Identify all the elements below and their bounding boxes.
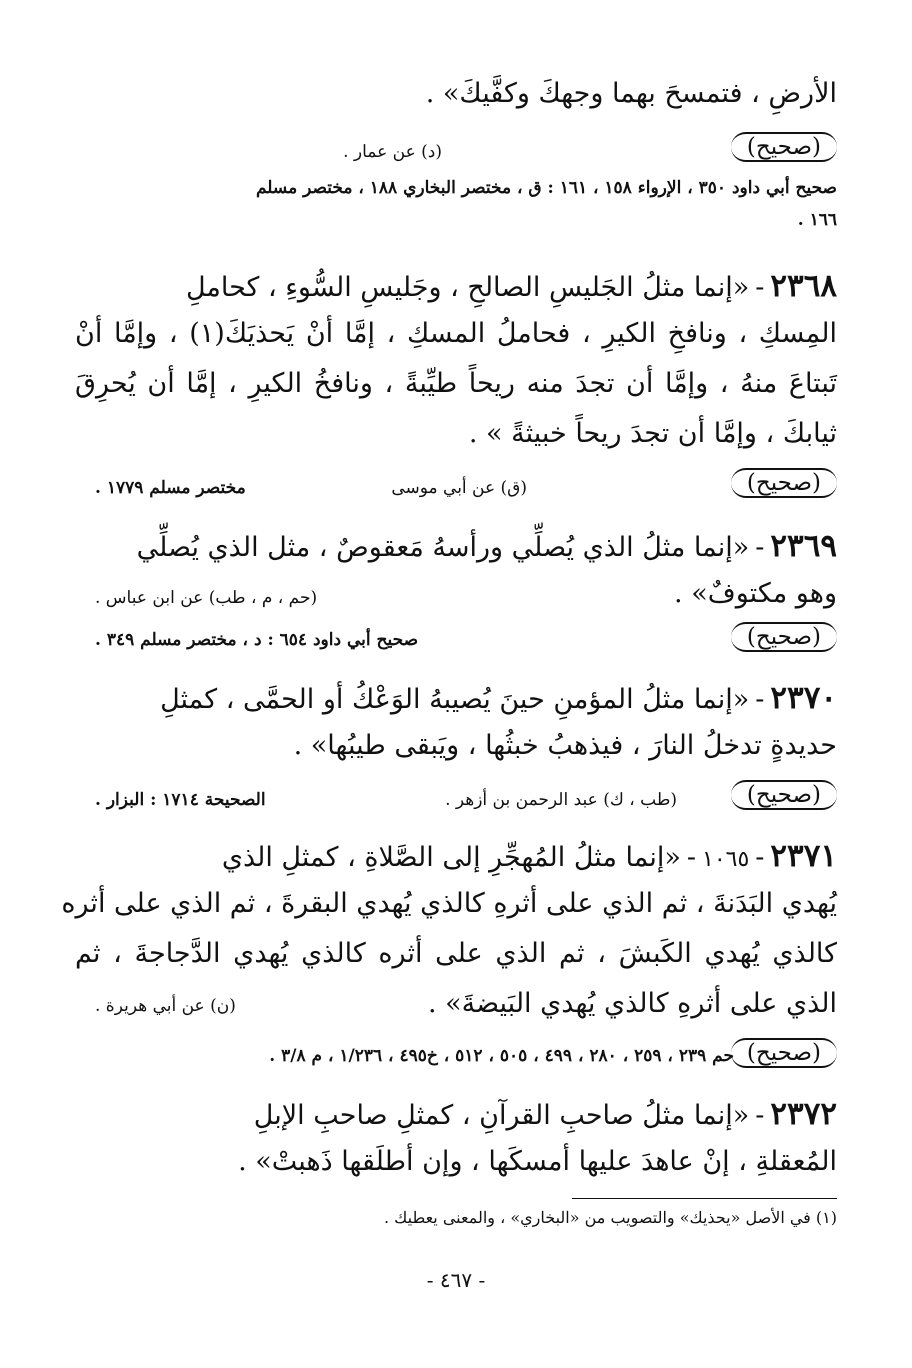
grade-badge: ( صحيح ) [731,782,837,808]
hadith-2369-line-2: وهو مكتوفٌ» . [674,578,837,609]
hadith-2370-line-2: حديدةٍ تدخلُ النارَ ، فيذهبُ خبثُها ، ويَبقى طيبُها» . [293,730,837,761]
hadith-2368-line-1: ٢٣٦٨ - «إنما مثلُ الجَليسِ الصالحِ ، وجَليسِ السُّوءِ ، كحاملِ [185,268,837,304]
hadith-number: ٢٣٧١ [770,838,837,874]
hadith-2369-line-1: ٢٣٦٩ - «إنما مثلُ الذي يُصلِّي ورأسهُ مَعقوصٌ ، مثل الذي يُصلِّي [136,528,837,564]
footnote: (١) في الأصل «يحذيك» والتصويب من «البخاري» ، والمعنى يعطيك . [383,1208,837,1227]
hadith-2371-line-2: يُهدي البَدَنةَ ، ثم الذي على أثرهِ كالذي يُهدي البقرةَ ، ثم الذي على أثره [61,888,837,919]
narrator-text: (ق) عن أبي موسى [391,478,527,498]
footnote-divider [572,1198,837,1199]
hadith-2368-line-4: ثيابكَ ، وإمَّا أن تجدَ ريحاً خبيثةً » . [468,418,837,449]
hadith-2372-line-2: المُعقلةِ ، إنْ عاهدَ عليها أمسكَها ، وإن أطلَقها ذَهبتْ» . [238,1146,837,1177]
reference-line: الصحيحة ١٧١٤ : البزار . [95,790,266,810]
hadith-2372-line-1: ٢٣٧٢ - «إنما مثلُ صاحبِ القرآنِ ، كمثلِ صاحبِ الإبلِ [253,1096,837,1132]
hadith-2371-line-1: ٢٣٧١ - ١٠٦٥ - «إنما مثلُ المُهجِّرِ إلى الصَّلاةِ ، كمثلِ الذي [221,838,837,874]
page-number: - ٤٦٧ - [426,1268,486,1292]
narrator-text: (ن) عن أبي هريرة . [95,996,236,1016]
reference-line: صحيح أبي داود ٦٥٤ : د ، مختصر مسلم ٣٤٩ . [95,630,419,650]
hadith-2368-line-2: المِسكِ ، ونافخِ الكيرِ ، فحاملُ المسكِ ، إمَّا أنْ يَحذيَكَ(١) ، وإمَّا أنْ [75,318,837,349]
hadith-2368-line-3: تَبتاعَ منهُ ، وإمَّا أن تجدَ منه ريحاً طيِّبةً ، ونافخُ الكيرِ ، إمَّا أن يُحرِقَ [75,368,837,399]
hadith-number: ٢٣٦٨ [770,268,837,304]
narrator-text: (حم ، م ، طب) عن ابن عباس . [95,588,318,608]
reference-line: حم ٢٣٩ ، ٢٥٩ ، ٢٨٠ ، ٤٩٩ ، ٥٠٥ ، ٥١٢ ، خ٤٩٥ ، ١/٢٣٦ ، م ٣/٨ . [269,1046,734,1066]
hadith-number: ٢٣٧٢ [770,1096,837,1132]
grade-badge: ( صحيح ) [731,1040,837,1066]
reference-line: صحيح أبي داود ٣٥٠ ، الإرواء ١٥٨ ، ١٦١ : ق ، مختصر البخاري ١٨٨ ، مختصر مسلم [255,178,837,198]
hadith-2371-line-4: الذي على أثرهِ كالذي يُهدي البَيضةَ» . [427,988,837,1019]
narrator-text: (طب ، ك) عبد الرحمن بن أزهر . [445,790,677,810]
hadith-secondary-number: ١٠٦٥ [702,847,750,872]
hadith-number: ٢٣٧٠ [770,680,837,716]
reference-line: مختصر مسلم ١٧٧٩ . [95,478,246,498]
intro-line: الأرضِ ، فتمسحَ بهما وجهكَ وكفَّيكَ» . [425,78,837,109]
grade-badge: ( صحيح ) [731,470,837,496]
hadith-number: ٢٣٦٩ [770,528,837,564]
narrator-text: (د) عن عمار . [343,142,442,162]
hadith-2370-line-1: ٢٣٧٠ - «إنما مثلُ المؤمنِ حينَ يُصيبهُ الوَعْكُ أو الحمَّى ، كمثلِ [160,680,837,716]
hadith-2371-line-3: كالذي يُهدي الكَبشَ ، ثم الذي على أثره كالذي يُهدي الدَّجاجةَ ، ثم [75,938,837,969]
grade-badge: ( صحيح ) [731,134,837,160]
grade-badge: ( صحيح ) [731,624,837,650]
reference-line: ١٦٦ . [797,210,837,230]
